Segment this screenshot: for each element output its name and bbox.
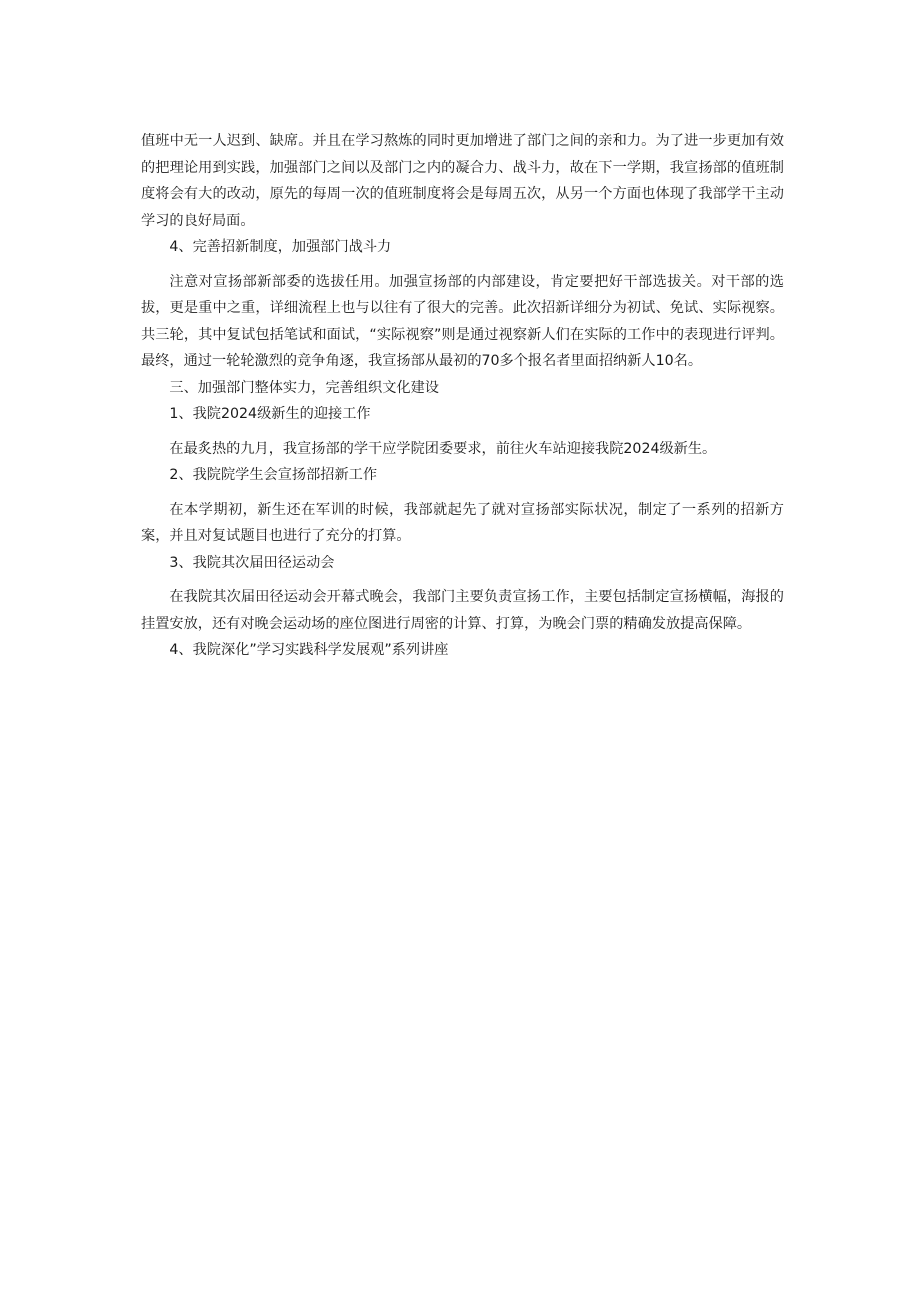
heading-track-meet: 3、我院其次届田径运动会	[169, 554, 335, 571]
spacer	[141, 428, 784, 436]
heading-freshman-welcome: 1、我院2024级新生的迎接工作	[169, 406, 371, 422]
heading-lecture-series: 4、我院深化”学习实践科学发展观”系列讲座	[169, 642, 449, 658]
paragraph-recruitment: 注意对宣扬部新部委的选拔任用。加强宣扬部的内部建设，肯定要把好干部选拔关。对干部的选拔，更是重中之重，详细流程上也与以往有了很大的完善。此次招新详细分为初试、免试、实际视察。共三轮，其中复试包括笔试和面试，“实际视察”则是通过视察新人们在实际的工作中的表现进行评判。最终，通过一轮轮激烈的竞争角逐，我宣扬部从最初的70多个报名者里面招纳新人10名。	[141, 273, 784, 369]
paragraph-duty-system: 值班中无一人迟到、缺席。并且在学习熬炼的同时更加增进了部门之间的亲和力。为了进一步更加有效的把理论用到实践，加强部门之间以及部门之内的凝合力、战斗力，故在下一学期，我宣扬部的值班制度将会有大的改动，原先的每周一次的值班制度将会是每周五次，从另一个方面也体现了我部学干主动学习的良好局面。	[141, 133, 784, 229]
paragraph-freshman-welcome: 在最炙热的九月，我宣扬部的学干应学院团委要求，前往火车站迎接我院2024级新生。	[169, 440, 717, 457]
heading-recruitment-system: 4、完善招新制度，加强部门战斗力	[169, 239, 392, 255]
heading-section-three: 三、加强部门整体实力，完善组织文化建设	[169, 379, 439, 396]
spacer	[141, 576, 784, 584]
spacer	[141, 489, 784, 497]
paragraph-track-meet: 在我院其次届田径运动会开幕式晚会，我部门主要负责宣扬工作，主要包括制定宣扬横幅，海报的挂置安放，还有对晚会运动场的座位图进行周密的计算、打算，为晚会门票的精确发放提高保障。	[141, 589, 784, 632]
heading-union-recruitment: 2、我院院学生会宣扬部招新工作	[169, 467, 378, 483]
document-body	[141, 128, 784, 664]
spacer	[141, 261, 784, 269]
paragraph-union-recruitment: 在本学期初，新生还在军训的时候，我部就起先了就对宣扬部实际状况，制定了一系列的招新方案，并且对复试题目也进行了充分的打算。	[141, 501, 784, 544]
